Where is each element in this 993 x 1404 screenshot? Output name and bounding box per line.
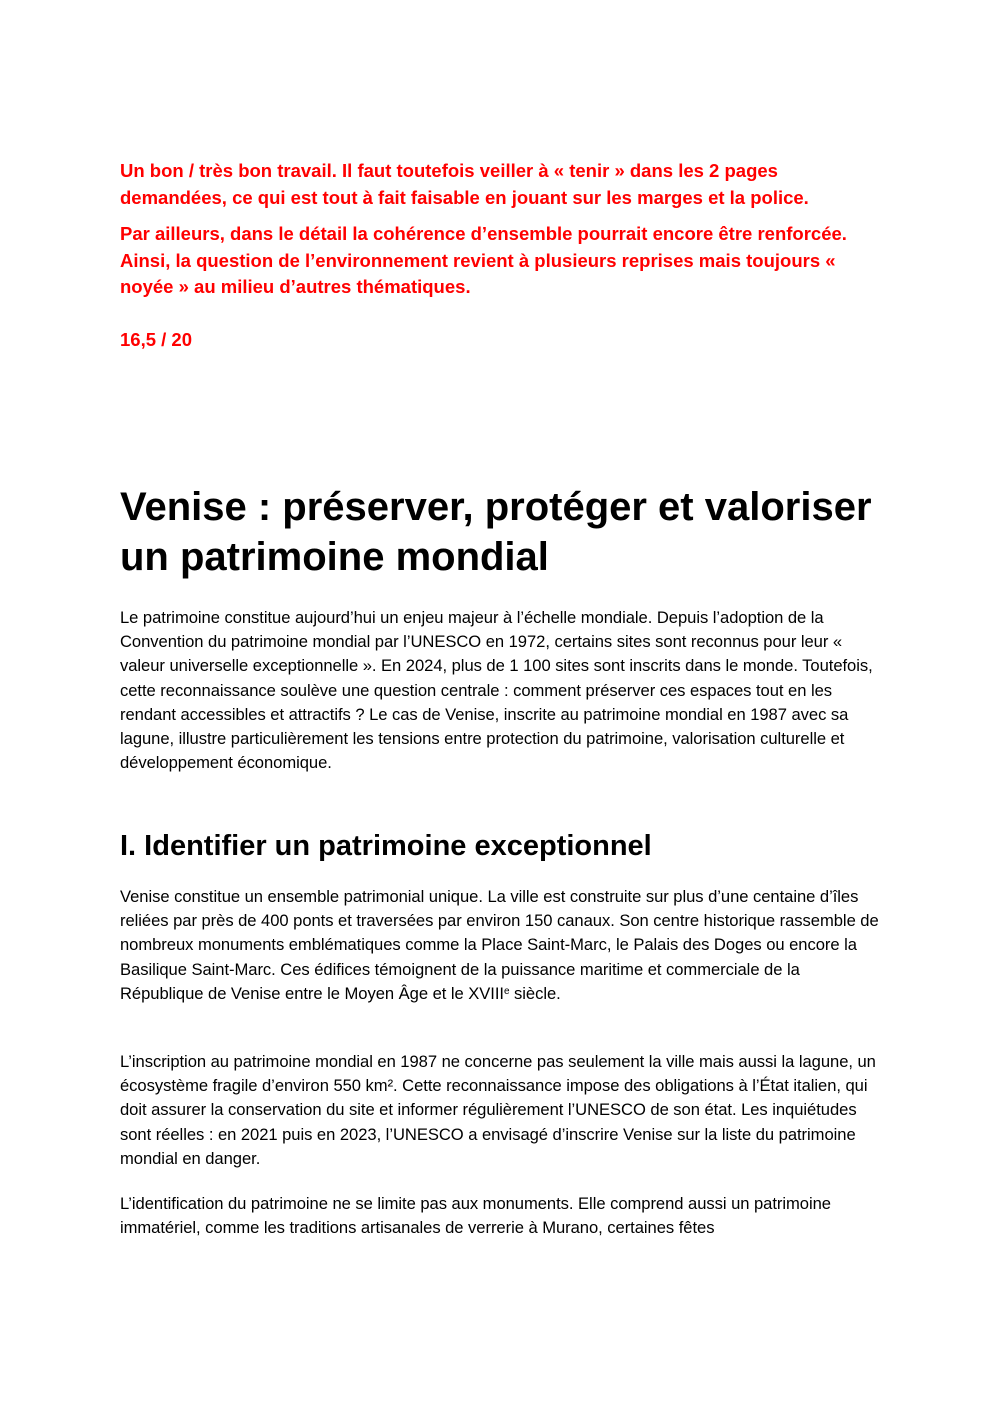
section-1-paragraph-1 — [120, 885, 880, 1006]
document-title-line-2: un patrimoine mondial — [120, 535, 549, 579]
teacher-comment-paragraph-1: Un bon / très bon travail. Il faut toutefois veiller à « tenir » dans les 2 pages demandées, ce qui est tout à fait faisable en jouant sur les marges et la police. — [120, 160, 809, 208]
section-1-heading: I. Identifier un patrimoine exceptionnel — [120, 830, 652, 862]
section-1-paragraph-1-end: siècle. — [509, 983, 561, 1003]
teacher-comment-paragraph-2: Par ailleurs, dans le détail la cohérence d’ensemble pourrait encore être renforcée. Ainsi, la question de l’environnement revient à plusieurs reprises mais toujours « noyée » au milieu d’autres thématiques. — [120, 223, 847, 297]
century-superscript: e — [503, 985, 510, 997]
section-1-paragraph-2: L’inscription au patrimoine mondial en 1987 ne concerne pas seulement la ville mais aussi la lagune, un écosystème fragile d’environ 550 km². Cette reconnaissance impose des obligations à l’État italien, qui doit assurer la conservation du site et informer régulièrement l’UNESCO de son état. Les inquiétudes sont réelles : en 2021 puis en 2023, l’UNESCO a envisagé d’inscrire Venise sur la liste du patrimoine mondial en danger. — [120, 1052, 876, 1168]
document-title — [120, 482, 880, 582]
document-title-line-1: Venise : préserver, protéger et valoriser — [120, 485, 872, 529]
grade-label: 16,5 / 20 — [120, 329, 193, 350]
section-1-paragraph-1-text: Venise constitue un ensemble patrimonial unique. La ville est construite sur plus d’une centaine d’îles reliées par près de 400 ponts et traversées par environ 150 canaux. Son centre historique rassemble de nombreux monuments emblématiques comme la Place Saint-Marc, le Palais des Doges ou encore la Basilique Saint-Marc. Ces édifices témoignent de la puissance maritime et commerciale de la République de Venise entre le Moyen Âge et le XVIII — [120, 887, 879, 1003]
section-1-paragraph-3: L’identification du patrimoine ne se limite pas aux monuments. Elle comprend aussi un patrimoine immatériel, comme les traditions artisanales de verrerie à Murano, certaines fêtes — [120, 1194, 831, 1238]
intro-paragraph: Le patrimoine constitue aujourd’hui un enjeu majeur à l’échelle mondiale. Depuis l’adoption de la Convention du patrimoine mondial par l’UNESCO en 1972, certains sites sont reconnus pour leur « valeur universelle exceptionnelle ». En 2024, plus de 1 100 sites sont inscrits dans le monde. Toutefois, cette reconnaissance soulève une question centrale : comment préserver ces espaces tout en les rendant accessibles et attractifs ? Le cas de Venise, inscrite au patrimoine mondial en 1987 avec sa lagune, illustre particulièrement les tensions entre protection du patrimoine, valorisation culturelle et développement économique. — [120, 608, 873, 773]
